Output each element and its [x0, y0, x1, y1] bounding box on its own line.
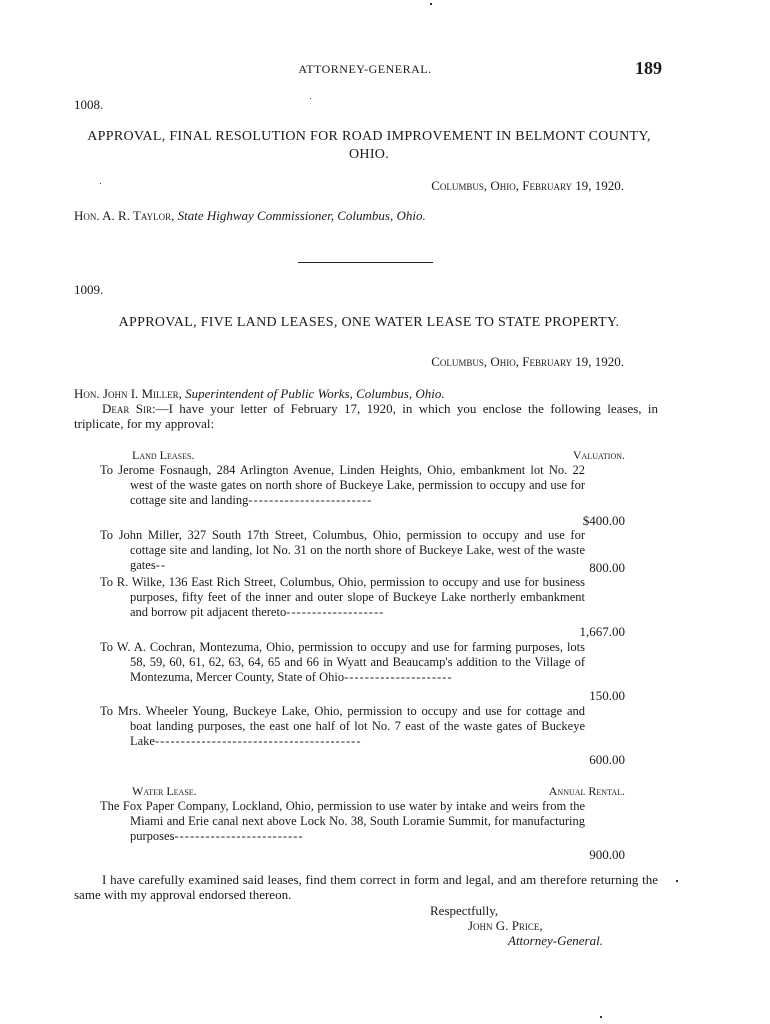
- land-lease-item: To W. A. Cochran, Montezuma, Ohio, permission to occupy and use for farming purposes, lots 58, 59, 60, 61, 62, 63, 64, 65 and 66 in Wyatt and Beaucamp's addition to the Village of Montezuma, Mercer County, State of Ohio---------------------: [100, 640, 585, 685]
- signer-name: John G. Price,: [468, 918, 543, 933]
- lease-text: To John Miller, 327 South 17th Street, Columbus, Ohio, permission to occupy and use for cottage site and landing, lot No. 31 on the north shore of Buckeye Lake, west of the waste gates: [100, 528, 585, 573]
- scan-speck: [676, 880, 678, 882]
- land-lease-item: To John Miller, 327 South 17th Street, Columbus, Ohio, permission to occupy and use for cottage site and landing, lot No. 31 on the north shore of Buckeye Lake, west of the waste gates--: [100, 528, 585, 573]
- lease-text: To Mrs. Wheeler Young, Buckeye Lake, Ohio, permission to occupy and use for cottage and boat landing purposes, the east one half of lot No. 7 east of the waste gates of Buckeye Lake: [100, 704, 585, 749]
- lease-text: To Jerome Fosnaugh, 284 Arlington Avenue, Linden Heights, Ohio, embankment lot No. 22 west of the waste gates on north shore of Buckeye Lake, permission to occupy and use for cottage site and landing: [100, 463, 585, 508]
- land-lease-item: To Mrs. Wheeler Young, Buckeye Lake, Ohio, permission to occupy and use for cottage and boat landing purposes, the east one half of lot No. 7 east of the waste gates of Buckeye Lake----------------------------------------: [100, 704, 585, 749]
- annual-rental-label: Annual Rental.: [548, 784, 625, 798]
- opinion-number-1009: 1009.: [74, 282, 104, 297]
- scan-speck: [310, 98, 311, 99]
- water-lease-text: The Fox Paper Company, Lockland, Ohio, permission to use water by intake and weirs from the Miami and Erie canal next above Lock No. 38, South Loramie Summit, for manufacturing purposes: [100, 799, 585, 844]
- scan-speck: [600, 1016, 602, 1018]
- addressee-title: Superintendent of Public Works, Columbus, Ohio.: [185, 386, 445, 401]
- water-lease-item: The Fox Paper Company, Lockland, Ohio, permission to use water by intake and weirs from the Miami and Erie canal next above Lock No. 38, South Loramie Summit, for manufacturing purposes-------------------------: [100, 799, 585, 844]
- section-divider: [298, 262, 433, 263]
- land-lease-item: To R. Wilke, 136 East Rich Street, Columbus, Ohio, permission to occupy and use for business purposes, fifty feet of the inner and outer slope of Buckeye Lake northerly embankment and borrow pit adjacent thereto-------------------: [100, 575, 585, 620]
- opinion-number-1008: 1008.: [74, 97, 104, 112]
- intro-text: —I have your letter of February 17, 1920, in which you enclose the following leases, in triplicate, for my approval:: [74, 401, 659, 431]
- signer-title: Attorney-General.: [508, 933, 603, 948]
- closing-paragraph: I have carefully examined said leases, find them correct in form and legal, and am therefore returning the same with my approval endorsed thereon.: [74, 872, 658, 902]
- lease-text: To R. Wilke, 136 East Rich Street, Columbus, Ohio, permission to occupy and use for business purposes, fifty feet of the inner and outer slope of Buckeye Lake northerly embankment and borrow pit adjacent thereto: [100, 575, 585, 620]
- lease-amount: 600.00: [589, 752, 625, 767]
- signoff: Respectfully,: [430, 903, 499, 918]
- salutation: Dear Sir:: [102, 401, 156, 416]
- lease-amount: 800.00: [589, 560, 625, 575]
- salutation-paragraph: [74, 401, 658, 431]
- addressee-name: Hon. A. R. Taylor,: [74, 208, 175, 223]
- land-leases-label: Land Leases.: [132, 448, 195, 462]
- addressee-name: Hon. John I. Miller,: [74, 386, 182, 401]
- lease-amount: $400.00: [582, 513, 625, 528]
- addressee-1009: [74, 386, 445, 402]
- addressee-1008: [74, 208, 426, 224]
- land-lease-item: To Jerome Fosnaugh, 284 Arlington Avenue, Linden Heights, Ohio, embankment lot No. 22 west of the waste gates on north shore of Buckeye Lake, permission to occupy and use for cottage site and landing------------------------: [100, 463, 585, 508]
- lease-amount: 150.00: [589, 688, 625, 703]
- dateline-1008: Columbus, Ohio, February 19, 1920.: [431, 178, 624, 193]
- opinion-heading-1009: APPROVAL, FIVE LAND LEASES, ONE WATER LEASE TO STATE PROPERTY.: [118, 315, 620, 330]
- water-lease-amount: 900.00: [589, 847, 625, 862]
- opinion-heading-1008: APPROVAL, FINAL RESOLUTION FOR ROAD IMPROVEMENT IN BELMONT COUNTY, OHIO.: [87, 129, 651, 162]
- addressee-title: State Highway Commissioner, Columbus, Ohio.: [177, 208, 426, 223]
- lease-text: To W. A. Cochran, Montezuma, Ohio, permission to occupy and use for farming purposes, lots 58, 59, 60, 61, 62, 63, 64, 65 and 66 in Wyatt and Beaucamp's addition to the Village of Montezuma, Mercer County, State of Ohio: [100, 640, 585, 685]
- dateline-1009: Columbus, Ohio, February 19, 1920.: [431, 354, 624, 369]
- lease-amount: 1,667.00: [579, 624, 625, 639]
- scan-speck: [100, 183, 101, 184]
- scan-speck: [430, 3, 432, 5]
- running-head: ATTORNEY-GENERAL.: [298, 62, 432, 76]
- page-number: 189: [635, 58, 662, 78]
- water-lease-label: Water Lease.: [132, 784, 197, 798]
- valuation-label: Valuation.: [572, 448, 625, 462]
